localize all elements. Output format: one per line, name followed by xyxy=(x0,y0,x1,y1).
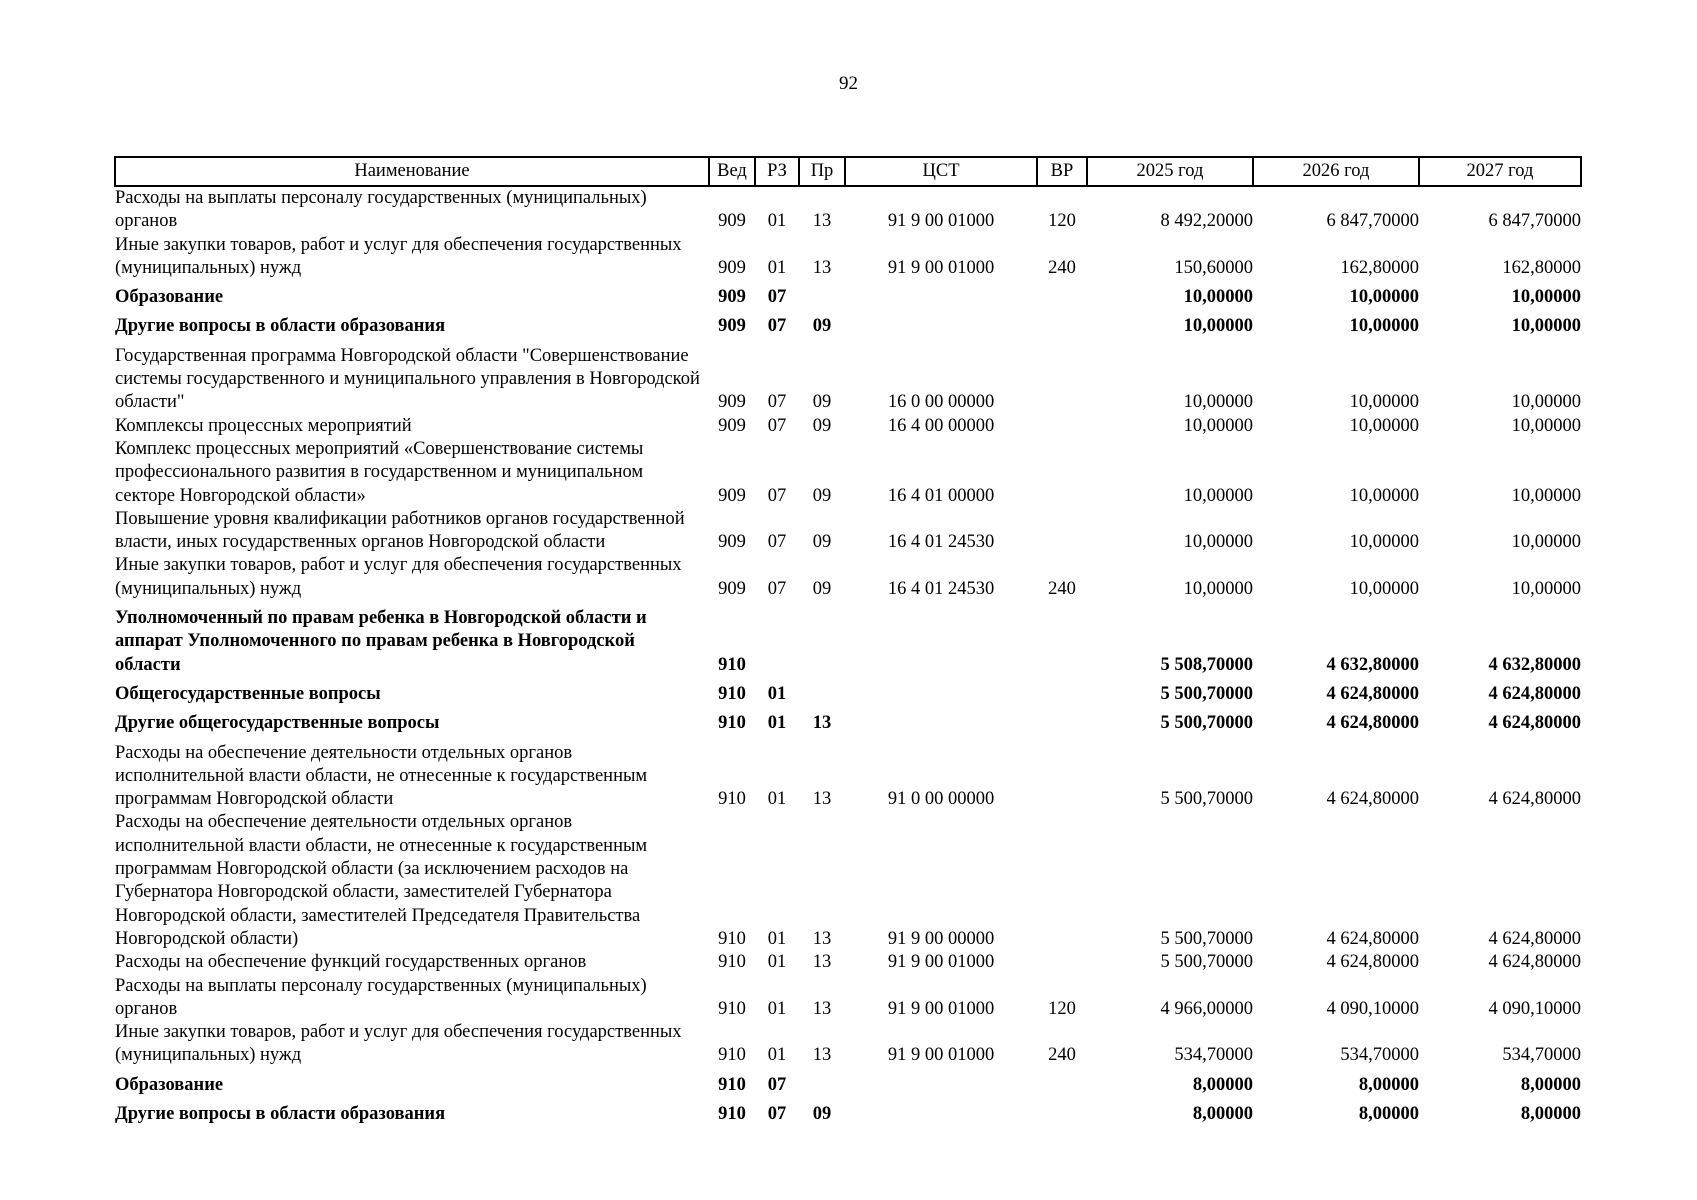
row-value-2027: 6 847,70000 xyxy=(1488,211,1581,232)
row-name: Расходы на обеспечение функций государственных органов xyxy=(115,952,587,973)
row-rz xyxy=(755,601,799,677)
row-cst: 16 4 01 00000 xyxy=(887,485,995,506)
row-value-2025: 10,00000 xyxy=(1183,287,1253,308)
page-number: 92 xyxy=(839,73,858,94)
row-rz: 07 xyxy=(767,392,787,413)
row-pr: 13 xyxy=(812,257,832,278)
row-pr: 09 xyxy=(812,392,832,413)
row-cst: 91 9 00 01000 xyxy=(887,211,995,232)
row-name: Другие общегосударственные вопросы xyxy=(115,713,440,734)
row-ved: 909 xyxy=(718,415,746,436)
row-rz: 07 xyxy=(767,532,787,553)
row-pr: 09 xyxy=(812,578,832,599)
row-vr xyxy=(1037,677,1087,706)
row-cst xyxy=(845,601,1037,677)
row-vr xyxy=(1037,309,1087,338)
row-rz: 07 xyxy=(767,1074,787,1095)
row-ved: 909 xyxy=(718,316,746,337)
row-vr: 120 xyxy=(1048,211,1076,232)
row-name: Иные закупки товаров, работ и услуг для обеспечения государственных (муниципальных) нужд xyxy=(115,234,682,278)
row-vr xyxy=(1037,1068,1087,1097)
row-value-2025: 4 966,00000 xyxy=(1160,998,1253,1019)
row-rz: 01 xyxy=(767,928,787,949)
row-ved: 910 xyxy=(718,789,746,810)
column-header-2026: 2026 год xyxy=(1253,157,1419,186)
row-vr xyxy=(1037,280,1087,309)
row-value-2027: 4 624,80000 xyxy=(1488,928,1581,949)
row-value-2027: 4 624,80000 xyxy=(1488,789,1581,810)
row-value-2025: 8 492,20000 xyxy=(1160,211,1253,232)
row-cst xyxy=(845,309,1037,338)
row-ved: 909 xyxy=(718,211,746,232)
column-header-ved: Вед xyxy=(709,157,755,186)
row-name: Образование xyxy=(115,1074,224,1095)
row-ved: 909 xyxy=(718,532,746,553)
budget-table xyxy=(114,156,1582,1126)
row-vr: 240 xyxy=(1048,1045,1076,1066)
row-name: Образование xyxy=(115,287,224,308)
row-value-2025: 10,00000 xyxy=(1183,316,1253,337)
table-row xyxy=(115,677,1581,706)
row-vr: 240 xyxy=(1048,257,1076,278)
row-name: Уполномоченный по правам ребенка в Новгородской области и аппарат Уполномоченного по правам ребенка в Новгородской области xyxy=(115,608,647,675)
table-body xyxy=(115,186,1581,1126)
row-value-2025: 10,00000 xyxy=(1183,532,1253,553)
row-cst: 91 9 00 01000 xyxy=(887,998,995,1019)
table-row xyxy=(115,339,1581,415)
row-value-2027: 10,00000 xyxy=(1511,316,1581,337)
row-pr: 09 xyxy=(812,415,832,436)
row-rz: 07 xyxy=(767,1103,787,1124)
row-value-2026: 6 847,70000 xyxy=(1326,211,1419,232)
row-value-2025: 8,00000 xyxy=(1192,1103,1253,1124)
row-rz: 01 xyxy=(767,257,787,278)
row-name: Расходы на выплаты персоналу государственных (муниципальных) органов xyxy=(115,188,647,232)
row-ved: 909 xyxy=(718,578,746,599)
row-value-2026: 10,00000 xyxy=(1349,287,1419,308)
row-pr: 13 xyxy=(812,998,832,1019)
row-ved: 910 xyxy=(718,928,746,949)
table-row xyxy=(115,736,1581,812)
table-row xyxy=(115,415,1581,438)
row-vr xyxy=(1037,811,1087,951)
row-ved: 910 xyxy=(718,1074,746,1095)
row-value-2025: 10,00000 xyxy=(1183,485,1253,506)
table-row xyxy=(115,1021,1581,1068)
row-name: Расходы на обеспечение деятельности отдельных органов исполнительной власти области, не отнесенные к государственным программам Новгородской области (за исключением расходов на Губернатора Новгородской области, заместителей Губернатора Новгородской области, заместителей Председателя Правительства Новгородской области) xyxy=(115,812,648,949)
row-pr: 09 xyxy=(812,1103,832,1124)
row-pr: 09 xyxy=(812,485,832,506)
row-name: Комплекс процессных мероприятий «Совершенствование системы профессионального развития в государственном и муниципальном секторе Новгородской области» xyxy=(115,438,644,506)
table-row xyxy=(115,508,1581,555)
table-header-row xyxy=(115,157,1581,186)
row-rz: 07 xyxy=(767,287,787,308)
row-value-2026: 4 624,80000 xyxy=(1326,713,1419,734)
row-value-2025: 8,00000 xyxy=(1192,1074,1253,1095)
row-vr xyxy=(1037,415,1087,438)
row-pr: 09 xyxy=(812,532,832,553)
row-name: Другие вопросы в области образования xyxy=(115,1103,446,1124)
row-pr xyxy=(799,280,845,309)
row-cst: 91 9 00 00000 xyxy=(887,928,995,949)
row-name: Повышение уровня квалификации работников органов государственной власти, иных государственных органов Новгородской области xyxy=(115,508,685,553)
row-cst: 16 4 00 00000 xyxy=(887,415,995,436)
row-value-2026: 8,00000 xyxy=(1358,1074,1419,1095)
row-cst: 91 9 00 01000 xyxy=(887,257,995,278)
row-vr xyxy=(1037,438,1087,508)
row-ved: 910 xyxy=(718,952,746,973)
row-value-2026: 4 624,80000 xyxy=(1326,952,1419,973)
row-value-2027: 10,00000 xyxy=(1511,392,1581,413)
table-row xyxy=(115,309,1581,338)
row-value-2027: 8,00000 xyxy=(1520,1074,1581,1095)
row-value-2027: 534,70000 xyxy=(1502,1045,1581,1066)
table-row xyxy=(115,438,1581,508)
row-cst xyxy=(845,706,1037,735)
column-header-pr: Пр xyxy=(799,157,845,186)
row-name: Комплексы процессных мероприятий xyxy=(115,415,412,436)
row-name: Общегосударственные вопросы xyxy=(115,683,381,704)
row-ved: 910 xyxy=(718,683,746,704)
row-value-2026: 10,00000 xyxy=(1349,392,1419,413)
table-row xyxy=(115,951,1581,974)
row-ved: 910 xyxy=(718,998,746,1019)
row-value-2026: 4 624,80000 xyxy=(1326,789,1419,810)
row-value-2026: 4 624,80000 xyxy=(1326,683,1419,704)
row-value-2025: 150,60000 xyxy=(1174,257,1253,278)
row-vr xyxy=(1037,736,1087,812)
row-ved: 909 xyxy=(718,485,746,506)
row-value-2027: 4 624,80000 xyxy=(1488,713,1581,734)
column-header-name: Наименование xyxy=(115,157,709,186)
row-rz: 07 xyxy=(767,415,787,436)
row-pr: 13 xyxy=(812,952,832,973)
row-value-2026: 10,00000 xyxy=(1349,485,1419,506)
row-value-2025: 5 500,70000 xyxy=(1160,928,1253,949)
row-value-2026: 8,00000 xyxy=(1358,1103,1419,1124)
row-pr xyxy=(799,677,845,706)
row-value-2026: 10,00000 xyxy=(1349,578,1419,599)
row-value-2027: 4 090,10000 xyxy=(1488,998,1581,1019)
row-value-2027: 10,00000 xyxy=(1511,485,1581,506)
table-row xyxy=(115,234,1581,281)
row-value-2025: 5 500,70000 xyxy=(1160,952,1253,973)
row-name: Другие вопросы в области образования xyxy=(115,316,446,337)
row-value-2027: 10,00000 xyxy=(1511,287,1581,308)
row-pr: 13 xyxy=(812,713,832,734)
row-vr xyxy=(1037,1097,1087,1126)
row-value-2026: 10,00000 xyxy=(1349,532,1419,553)
row-ved: 909 xyxy=(718,392,746,413)
table-row xyxy=(115,280,1581,309)
row-name: Государственная программа Новгородской области "Совершенствование системы государственного и муниципального управления в Новгородской области" xyxy=(115,345,700,413)
row-ved: 910 xyxy=(718,713,746,734)
row-value-2027: 10,00000 xyxy=(1511,532,1581,553)
row-value-2025: 10,00000 xyxy=(1183,392,1253,413)
row-vr xyxy=(1037,508,1087,555)
row-ved: 910 xyxy=(718,1045,746,1066)
row-pr: 13 xyxy=(812,789,832,810)
row-cst: 16 0 00 00000 xyxy=(887,392,995,413)
row-cst: 91 9 00 01000 xyxy=(887,952,995,973)
row-ved: 909 xyxy=(718,257,746,278)
row-value-2027: 4 624,80000 xyxy=(1488,683,1581,704)
row-pr: 13 xyxy=(812,1045,832,1066)
row-value-2027: 162,80000 xyxy=(1502,257,1581,278)
row-vr xyxy=(1037,601,1087,677)
row-cst xyxy=(845,1097,1037,1126)
row-pr: 09 xyxy=(812,316,832,337)
row-rz: 07 xyxy=(767,316,787,337)
row-pr: 13 xyxy=(812,928,832,949)
row-cst xyxy=(845,677,1037,706)
row-name: Иные закупки товаров, работ и услуг для обеспечения государственных (муниципальных) нужд xyxy=(115,1022,682,1066)
row-pr: 13 xyxy=(812,211,832,232)
row-rz: 01 xyxy=(767,713,787,734)
row-value-2025: 5 500,70000 xyxy=(1160,683,1253,704)
row-ved: 910 xyxy=(718,1103,746,1124)
row-value-2026: 10,00000 xyxy=(1349,415,1419,436)
row-value-2027: 8,00000 xyxy=(1520,1103,1581,1124)
column-header-2025: 2025 год xyxy=(1087,157,1253,186)
row-rz: 01 xyxy=(767,683,787,704)
row-value-2025: 5 508,70000 xyxy=(1160,654,1253,675)
row-rz: 01 xyxy=(767,1045,787,1066)
table-row xyxy=(115,811,1581,951)
row-vr: 240 xyxy=(1048,578,1076,599)
row-name: Иные закупки товаров, работ и услуг для обеспечения государственных (муниципальных) нужд xyxy=(115,555,682,599)
row-value-2025: 534,70000 xyxy=(1174,1045,1253,1066)
row-value-2026: 4 090,10000 xyxy=(1326,998,1419,1019)
row-value-2025: 5 500,70000 xyxy=(1160,713,1253,734)
column-header-cst: ЦСТ xyxy=(845,157,1037,186)
row-cst: 16 4 01 24530 xyxy=(887,578,995,599)
row-value-2025: 5 500,70000 xyxy=(1160,789,1253,810)
row-cst xyxy=(845,1068,1037,1097)
table-row xyxy=(115,1097,1581,1126)
row-value-2025: 10,00000 xyxy=(1183,415,1253,436)
row-rz: 01 xyxy=(767,998,787,1019)
column-header-rz: РЗ xyxy=(755,157,799,186)
row-rz: 01 xyxy=(767,952,787,973)
row-cst: 91 0 00 00000 xyxy=(887,789,995,810)
row-ved: 910 xyxy=(718,654,746,675)
row-vr xyxy=(1037,706,1087,735)
row-rz: 07 xyxy=(767,485,787,506)
row-ved: 909 xyxy=(718,287,746,308)
row-rz: 01 xyxy=(767,789,787,810)
row-value-2025: 10,00000 xyxy=(1183,578,1253,599)
row-value-2027: 4 624,80000 xyxy=(1488,952,1581,973)
table-row xyxy=(115,554,1581,601)
column-header-vr: ВР xyxy=(1037,157,1087,186)
row-vr: 120 xyxy=(1048,998,1076,1019)
table-row xyxy=(115,706,1581,735)
row-rz: 01 xyxy=(767,211,787,232)
table-row xyxy=(115,601,1581,677)
row-value-2027: 10,00000 xyxy=(1511,415,1581,436)
row-cst: 16 4 01 24530 xyxy=(887,532,995,553)
row-value-2026: 4 624,80000 xyxy=(1326,928,1419,949)
row-vr xyxy=(1037,951,1087,974)
row-name: Расходы на обеспечение деятельности отдельных органов исполнительной власти области, не отнесенные к государственным программам Новгородской области xyxy=(115,742,648,810)
row-name: Расходы на выплаты персоналу государственных (муниципальных) органов xyxy=(115,975,647,1019)
table-row xyxy=(115,186,1581,234)
row-value-2026: 4 632,80000 xyxy=(1326,654,1419,675)
row-value-2026: 10,00000 xyxy=(1349,316,1419,337)
column-header-2027: 2027 год xyxy=(1419,157,1581,186)
table-row xyxy=(115,1068,1581,1097)
row-vr xyxy=(1037,339,1087,415)
row-cst: 91 9 00 01000 xyxy=(887,1045,995,1066)
row-cst xyxy=(845,280,1037,309)
row-value-2026: 534,70000 xyxy=(1340,1045,1419,1066)
row-rz: 07 xyxy=(767,578,787,599)
row-value-2027: 4 632,80000 xyxy=(1488,654,1581,675)
row-value-2026: 162,80000 xyxy=(1340,257,1419,278)
row-value-2027: 10,00000 xyxy=(1511,578,1581,599)
row-pr xyxy=(799,601,845,677)
row-pr xyxy=(799,1068,845,1097)
table-row xyxy=(115,975,1581,1022)
